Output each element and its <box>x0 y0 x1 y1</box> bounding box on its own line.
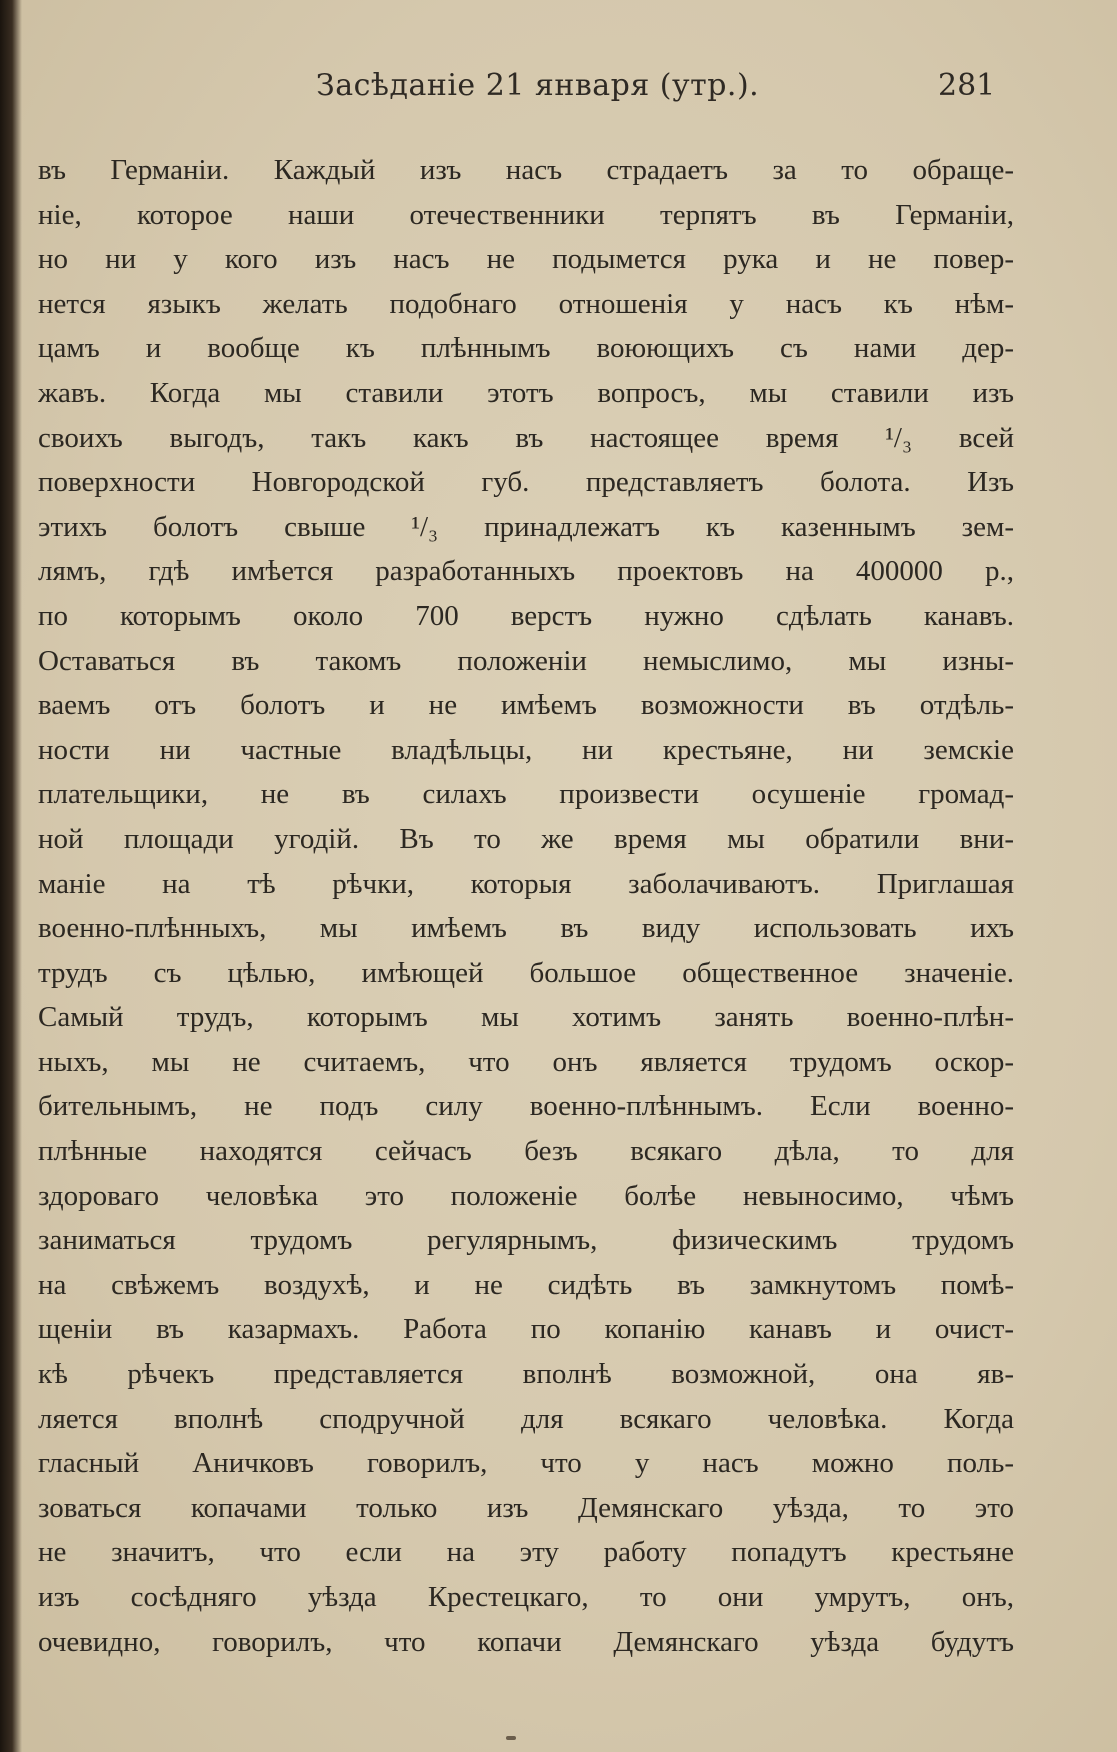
text-line: ности ни частные владѣльцы, ни крестьяне, ни земскіе <box>38 733 1014 766</box>
body-text <box>38 148 1014 1664</box>
text-line: изъ сосѣдняго уѣзда Крестецкаго, то они умрутъ, онъ, <box>38 1581 1014 1613</box>
text-line: на свѣжемъ воздухѣ, и не сидѣть въ замкнутомъ помѣ- <box>38 1268 1014 1301</box>
text-line: Самый трудъ, которымъ мы хотимъ занять военно-плѣн- <box>38 1001 1014 1034</box>
text-line: не значитъ, что если на эту работу попадутъ крестьяне <box>38 1536 1014 1569</box>
page-number: 281 <box>938 68 996 103</box>
text-line: бительнымъ, не подъ силу военно-плѣннымъ. Если военно- <box>38 1090 1014 1123</box>
text-line: заниматься трудомъ регулярнымъ, физическимъ трудомъ <box>38 1224 1014 1257</box>
text-line: жавъ. Когда мы ставили этотъ вопросъ, мы ставили изъ <box>38 376 1014 409</box>
text-line: поверхности Новгородской губ. представляетъ болота. Изъ <box>38 466 1014 499</box>
text-line: военно-плѣнныхъ, мы имѣемъ въ виду использовать ихъ <box>38 912 1014 945</box>
text-line: трудъ съ цѣлью, имѣющей большое общественное значеніе. <box>38 956 1014 989</box>
text-line: плательщики, не въ силахъ произвести осушеніе громад- <box>38 778 1014 811</box>
text-line: по которымъ около 700 верстъ нужно сдѣлать канавъ. <box>38 599 1014 632</box>
text-line: Оставаться въ такомъ положеніи немыслимо, мы изны- <box>38 644 1014 677</box>
text-line: ныхъ, мы не считаемъ, что онъ является трудомъ оскор- <box>38 1045 1014 1078</box>
text-line: очевидно, говорилъ, что копачи Демянскаго уѣзда будутъ <box>38 1625 1014 1658</box>
running-title: Засѣданіе 21 января (утр.). <box>316 68 760 103</box>
text-line: зоваться копачами только изъ Демянскаго уѣзда, то это <box>38 1491 1014 1524</box>
text-line: маніе на тѣ рѣчки, которыя заболачиваютъ. Приглашая <box>38 867 1014 900</box>
text-line: здороваго человѣка это положеніе болѣе невыносимо, чѣмъ <box>38 1179 1014 1212</box>
page-header <box>0 68 1117 118</box>
footer-mark <box>506 1736 516 1740</box>
text-line: нется языкъ желать подобнаго отношенія у насъ къ нѣм- <box>38 287 1014 320</box>
text-line: въ Германіи. Каждый изъ насъ страдаетъ за то обраще- <box>38 154 1014 186</box>
text-line: плѣнные находятся сейчасъ безъ всякаго дѣла, то для <box>38 1135 1014 1168</box>
text-line: кѣ рѣчекъ представляется вполнѣ возможной, она яв- <box>38 1358 1014 1391</box>
text-line: ляется вполнѣ сподручной для всякаго человѣка. Когда <box>38 1402 1014 1435</box>
text-line: ной площади угодій. Въ то же время мы обратили вни- <box>38 822 1014 855</box>
text-line: цамъ и вообще къ плѣннымъ воюющихъ съ нами дер- <box>38 332 1014 365</box>
text-line: гласный Аничковъ говорилъ, что у насъ можно поль- <box>38 1447 1014 1480</box>
text-line: ваемъ отъ болотъ и не имѣемъ возможности въ отдѣль- <box>38 689 1014 722</box>
book-spine-shadow <box>0 0 22 1752</box>
text-line: ніе, которое наши отечественники терпятъ въ Германіи, <box>38 198 1014 231</box>
text-line: щеніи въ казармахъ. Работа по копанію канавъ и очист- <box>38 1313 1014 1346</box>
text-line: лямъ, гдѣ имѣется разработанныхъ проектовъ на 400000 р., <box>38 555 1014 588</box>
text-line: своихъ выгодъ, такъ какъ въ настоящее время ¹/₃ всей <box>38 421 1014 454</box>
text-line: этихъ болотъ свыше ¹/₃ принадлежатъ къ казеннымъ зем- <box>38 510 1014 543</box>
text-line: но ни у кого изъ насъ не подымется рука и не повер- <box>38 243 1014 276</box>
